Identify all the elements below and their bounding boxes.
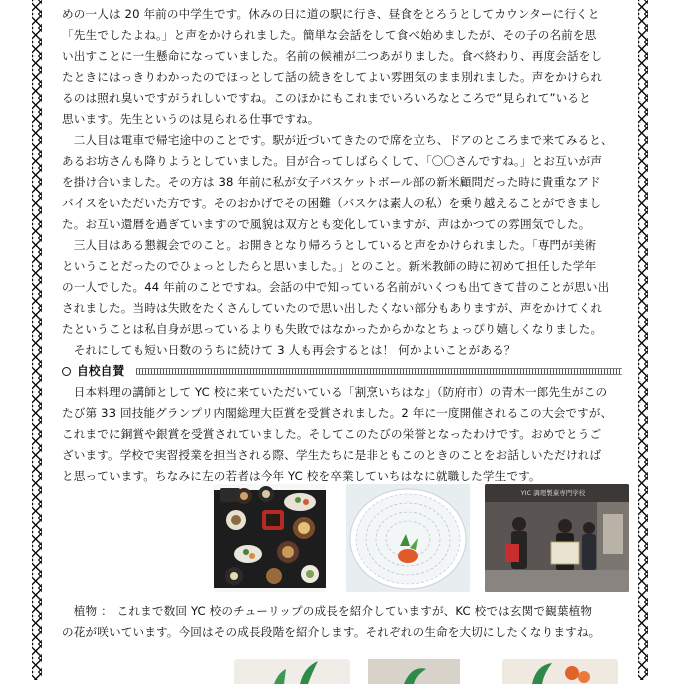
text-line: それにしても短い日数のうちに続けて 3 人も再会するとは！ 何かよいことがある？	[62, 343, 516, 357]
plant-photo-3	[502, 659, 618, 684]
text-line: い出すことに一生懸命になっていました。名前の候補が二つあがりました。食べ終わり、再度会話をし	[62, 49, 603, 63]
right-decorative-border	[638, 0, 648, 680]
text-line: 二人目は電車で帰宅途中のことです。駅が近づいてきたので席を立ち、ドアのところまで来てみると、	[62, 133, 613, 147]
text-line: これまでに銅賞や銀賞を受賞されていました。そしてこのたびの栄誉となったわけです。おめでとうご	[62, 427, 602, 441]
text-line: 思います。先生というのは見られる仕事ですね。	[62, 112, 320, 126]
text-line: の一人でした。44 年前のことですね。会話の中で知っている名前がいくつも出てきて昔のことが思い出	[62, 280, 610, 294]
plant-photo-2	[368, 659, 460, 684]
paragraph-third-person	[62, 235, 622, 361]
paragraph-second-person	[62, 130, 622, 235]
text-line: たということは私自身が思っているよりも失敗ではなかったからかなとちょっぴり嬉しくなりました。	[62, 322, 603, 336]
plant-photo-row	[62, 659, 622, 684]
text-line: ということだったのでひょっとしたらと思いました。」とのこと。新米教師の時に初めて担任した学年	[62, 259, 597, 273]
circle-bullet-icon	[62, 367, 71, 376]
text-line: たときにはっきりわかったのでほっとして話の続きをしてよい雰囲気のまま別れました。声をかけられ	[62, 70, 603, 84]
text-line: 「先生でしたよね。」と声をかけられました。簡単な会話をして食べ始めましたが、その子の名前を思	[62, 28, 597, 42]
text-line: を掛け合いました。その方は 38 年前に私が女子バスケットボール部の新米顧問だった時に貴重なアド	[62, 175, 601, 189]
japanese-dishes-photo	[214, 484, 326, 592]
school-sign-text: YIC 調理製菓専門学校	[520, 489, 586, 497]
paragraph-first-person	[62, 4, 622, 130]
text-line: た。お互い還暦を過ぎていますので風貌は双方とも変化していますが、声はかつての雰囲気でした。	[62, 217, 591, 231]
text-line: めの一人は 20 年前の中学生です。休みの日に道の駅に行き、昼食をとろうとしてカウンターに行くと	[62, 7, 600, 21]
text-line: るのは照れ臭いですがうれしいですね。このほかにもこれまでいろいろなところで“見られて”いると	[62, 91, 591, 105]
text-line: ざいます。学校で実習授業を担当される際、学生たちに是非ともこのときのことをお話しいただければ	[62, 448, 602, 462]
text-line: されました。当時は失敗をたくさんしていたので思い出したくない部分もありますが、声をかけてくれ	[62, 301, 603, 315]
left-decorative-border	[32, 0, 42, 680]
photo-row	[62, 484, 622, 594]
text-line: 三人目はある懇親会でのこと。お開きとなり帰ろうとしていると声をかけられました。「専門が美術	[62, 238, 597, 252]
section-heading	[62, 361, 622, 382]
document-body	[62, 4, 622, 639]
text-line: の花が咲いています。今回はその成長段階を紹介します。それぞれの生命を大切にしたくなりますね。	[62, 625, 601, 639]
award-ceremony-photo	[485, 484, 629, 592]
text-line: 植物 ： これまで数回 YC 校のチューリップの成長を紹介していますが、KC 校では玄関で観葉植物	[62, 604, 593, 618]
text-line: あるお坊さんも降りようとしていました。目が合ってしばらくして、「〇〇さんですね。」とお互いが声	[62, 154, 603, 168]
plant-photo-1	[234, 659, 350, 684]
section-title: 自校自賛	[77, 364, 125, 378]
fugu-sashimi-photo	[346, 484, 470, 592]
paragraph-plants	[62, 601, 622, 643]
text-line: たび第 33 回技能グランプリ内閣総理大臣賞を受賞されました。2 年に一度開催されるこの大会ですが、	[62, 406, 613, 420]
text-line: バイスをいただいた方です。そのおかげでその困難（バスケは素人の私）を乗り越えることができまし	[62, 196, 602, 210]
heading-divider	[136, 368, 622, 375]
paragraph-award	[62, 382, 622, 487]
text-line: と思っています。ちなみに左の若者は今年 YC 校を卒業していちはなに就職した学生です。	[62, 469, 541, 483]
text-line: 日本料理の講師として YC 校に来ていただいている「割烹いちはな」（防府市）の青木一郎先生がこの	[62, 385, 608, 399]
